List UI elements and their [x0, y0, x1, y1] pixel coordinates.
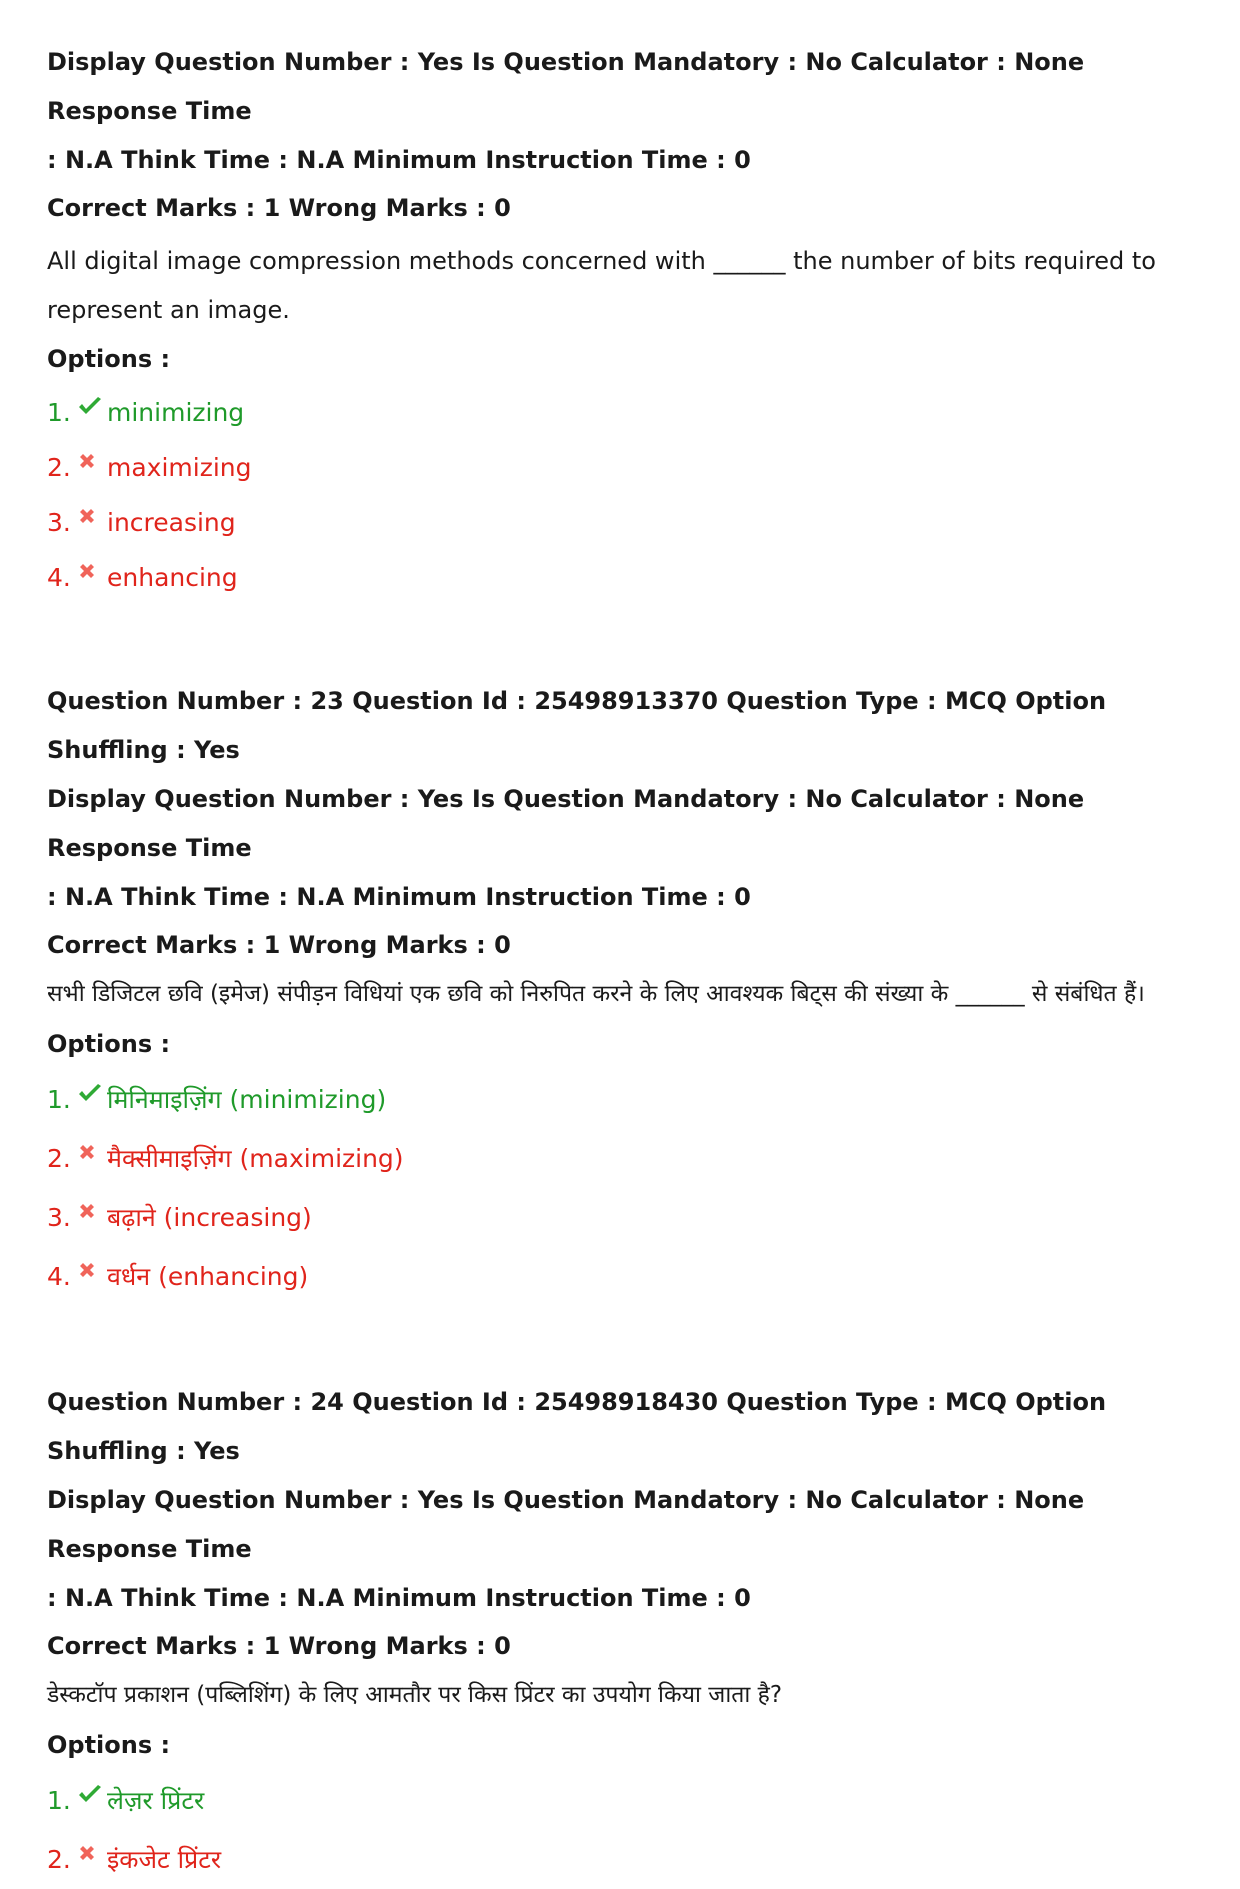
question-23 — [47, 677, 1197, 1306]
cross-icon — [77, 1142, 105, 1162]
option-number: 2. — [47, 1845, 71, 1874]
question-24 — [47, 1378, 1197, 1889]
options-label: Options : — [47, 1030, 171, 1058]
option-text: increasing — [107, 508, 236, 537]
option-number: 2. — [47, 453, 71, 482]
option-number: 3. — [47, 1203, 71, 1232]
options-label: Options : — [47, 345, 171, 373]
option-item — [47, 1771, 1197, 1830]
question-text: डेस्कटॉप प्रकाशन (पब्लिशिंग) के लिए आमतौर पर किस प्रिंटर का उपयोग किया जाता है? — [47, 1682, 783, 1708]
option-number: 4. — [47, 563, 71, 592]
checkmark-icon — [77, 1784, 105, 1804]
question-meta-line: : N.A Think Time : N.A Minimum Instruction Time : 0 — [47, 883, 751, 911]
question-meta-line: Display Question Number : Yes Is Question Mandatory : No Calculator : None Response Time — [47, 1486, 1085, 1563]
options-label: Options : — [47, 1731, 171, 1759]
question-22 — [47, 38, 1197, 605]
cross-icon — [77, 1201, 105, 1221]
option-text: वर्धन (enhancing) — [107, 1262, 309, 1291]
cross-icon — [77, 451, 105, 471]
option-text: enhancing — [107, 563, 238, 592]
question-meta-line: Question Number : 23 Question Id : 25498913370 Question Type : MCQ Option Shuffling : Yes — [47, 687, 1107, 764]
question-paper-page — [47, 38, 1197, 1889]
option-number: 4. — [47, 1262, 71, 1291]
option-item — [47, 495, 1197, 550]
option-text: बढ़ाने (increasing) — [107, 1203, 312, 1232]
question-text — [47, 237, 1197, 335]
question-meta-line: Display Question Number : Yes Is Question Mandatory : No Calculator : None Response Time — [47, 48, 1085, 125]
option-number: 3. — [47, 508, 71, 537]
option-item — [47, 1188, 1197, 1247]
option-text: minimizing — [107, 398, 245, 427]
cross-icon — [77, 561, 105, 581]
option-number: 1. — [47, 1085, 71, 1114]
question-marks: Correct Marks : 1 Wrong Marks : 0 — [47, 1632, 511, 1660]
question-meta-line: : N.A Think Time : N.A Minimum Instruction Time : 0 — [47, 1584, 751, 1612]
option-text: इंकजेट प्रिंटर — [107, 1845, 222, 1874]
option-number: 1. — [47, 1786, 71, 1815]
option-number: 2. — [47, 1144, 71, 1173]
checkmark-icon — [77, 1083, 105, 1103]
question-marks: Correct Marks : 1 Wrong Marks : 0 — [47, 931, 511, 959]
question-text-line: All digital image compression methods concerned with ______ the number of bits required to — [47, 247, 1156, 275]
option-text: मैक्सीमाइज़िंग (maximizing) — [107, 1144, 404, 1173]
cross-icon — [77, 1843, 105, 1863]
option-item — [47, 1129, 1197, 1188]
question-meta-line: Display Question Number : Yes Is Question Mandatory : No Calculator : None Response Time — [47, 785, 1085, 862]
option-item — [47, 1830, 1197, 1889]
cross-icon — [77, 1260, 105, 1280]
question-meta-line: Question Number : 24 Question Id : 25498918430 Question Type : MCQ Option Shuffling : Yes — [47, 1388, 1107, 1465]
checkmark-icon — [77, 396, 105, 416]
option-item — [47, 440, 1197, 495]
option-item — [47, 1247, 1197, 1306]
option-number: 1. — [47, 398, 71, 427]
question-text: सभी डिजिटल छवि (इमेज) संपीड़न विधियां एक छवि को निरुपित करने के लिए आवश्यक बिट्स की संख्या के ______ से संबंधित हैं। — [47, 981, 1145, 1007]
option-text: मिनिमाइज़िंग (minimizing) — [107, 1085, 387, 1114]
option-text: लेज़र प्रिंटर — [107, 1786, 205, 1815]
option-item — [47, 1070, 1197, 1129]
option-item — [47, 385, 1197, 440]
option-item — [47, 550, 1197, 605]
question-marks: Correct Marks : 1 Wrong Marks : 0 — [47, 194, 511, 222]
question-text-line: represent an image. — [47, 296, 290, 324]
question-meta-line: : N.A Think Time : N.A Minimum Instruction Time : 0 — [47, 146, 751, 174]
option-text: maximizing — [107, 453, 252, 482]
cross-icon — [77, 506, 105, 526]
